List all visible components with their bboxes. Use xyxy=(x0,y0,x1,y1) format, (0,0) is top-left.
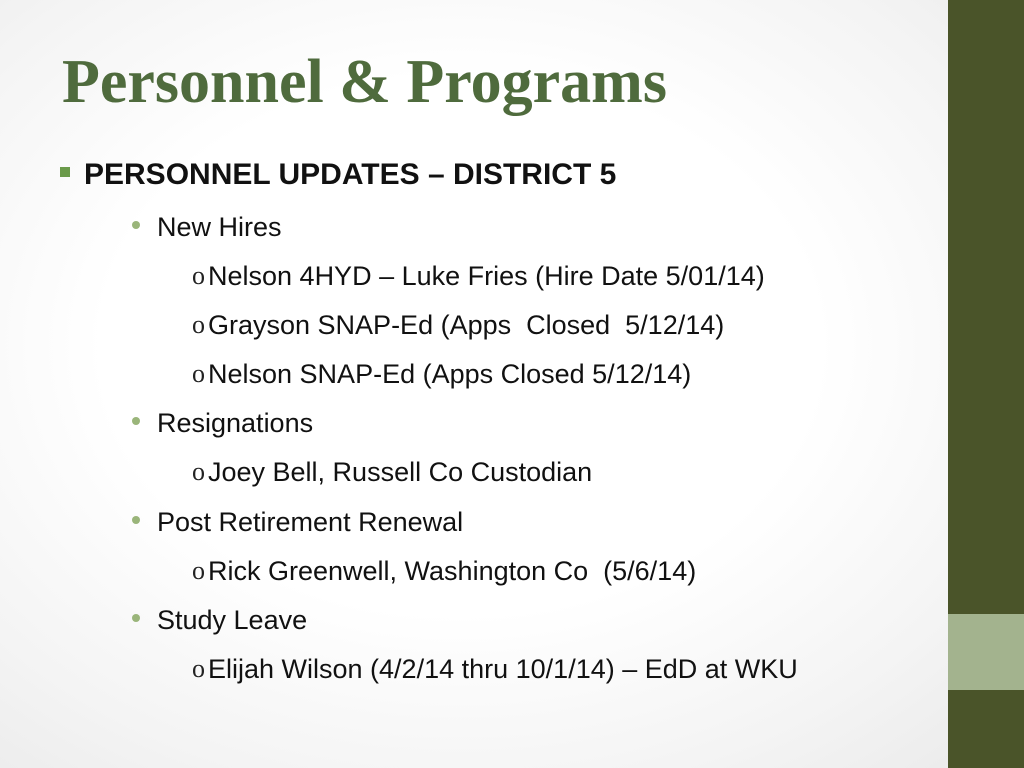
list-item-text: Nelson 4HYD – Luke Fries (Hire Date 5/01/14) xyxy=(208,260,765,291)
list-item-text: Grayson SNAP-Ed (Apps Closed 5/12/14) xyxy=(208,309,725,340)
list-item xyxy=(192,355,691,393)
slide-title: Personnel & Programs xyxy=(62,48,667,116)
list-item xyxy=(192,650,798,688)
dot-bullet-icon xyxy=(132,221,140,229)
circle-bullet-icon: o xyxy=(192,556,205,585)
circle-bullet-icon: o xyxy=(192,261,205,290)
list-item-text: Elijah Wilson (4/2/14 thru 10/1/14) – EdD at WKU xyxy=(208,653,798,684)
circle-bullet-icon: o xyxy=(192,359,205,388)
circle-bullet-icon: o xyxy=(192,457,205,486)
list-item xyxy=(192,257,765,295)
list-item-text: Rick Greenwell, Washington Co (5/6/14) xyxy=(208,555,697,586)
section-resignations xyxy=(132,404,313,442)
list-item xyxy=(192,306,724,344)
circle-bullet-icon: o xyxy=(192,310,205,339)
section-study-leave xyxy=(132,601,307,639)
sidebar-accent-block xyxy=(948,614,1024,690)
square-bullet-icon xyxy=(60,167,70,177)
list-item-text: Joey Bell, Russell Co Custodian xyxy=(208,456,593,487)
section-post-retirement-renewal xyxy=(132,503,463,541)
dot-bullet-icon xyxy=(132,417,140,425)
circle-bullet-icon: o xyxy=(192,654,205,683)
section-label: Study Leave xyxy=(157,604,308,635)
heading-bullet-row xyxy=(60,155,616,195)
section-label: Resignations xyxy=(157,407,314,438)
section-new-hires xyxy=(132,208,282,246)
list-item xyxy=(192,552,696,590)
dot-bullet-icon xyxy=(132,614,140,622)
dot-bullet-icon xyxy=(132,516,140,524)
section-label: New Hires xyxy=(157,211,282,242)
list-item xyxy=(192,453,592,491)
heading-text: PERSONNEL UPDATES – DISTRICT 5 xyxy=(84,158,617,191)
section-label: Post Retirement Renewal xyxy=(157,506,464,537)
list-item-text: Nelson SNAP-Ed (Apps Closed 5/12/14) xyxy=(208,358,692,389)
